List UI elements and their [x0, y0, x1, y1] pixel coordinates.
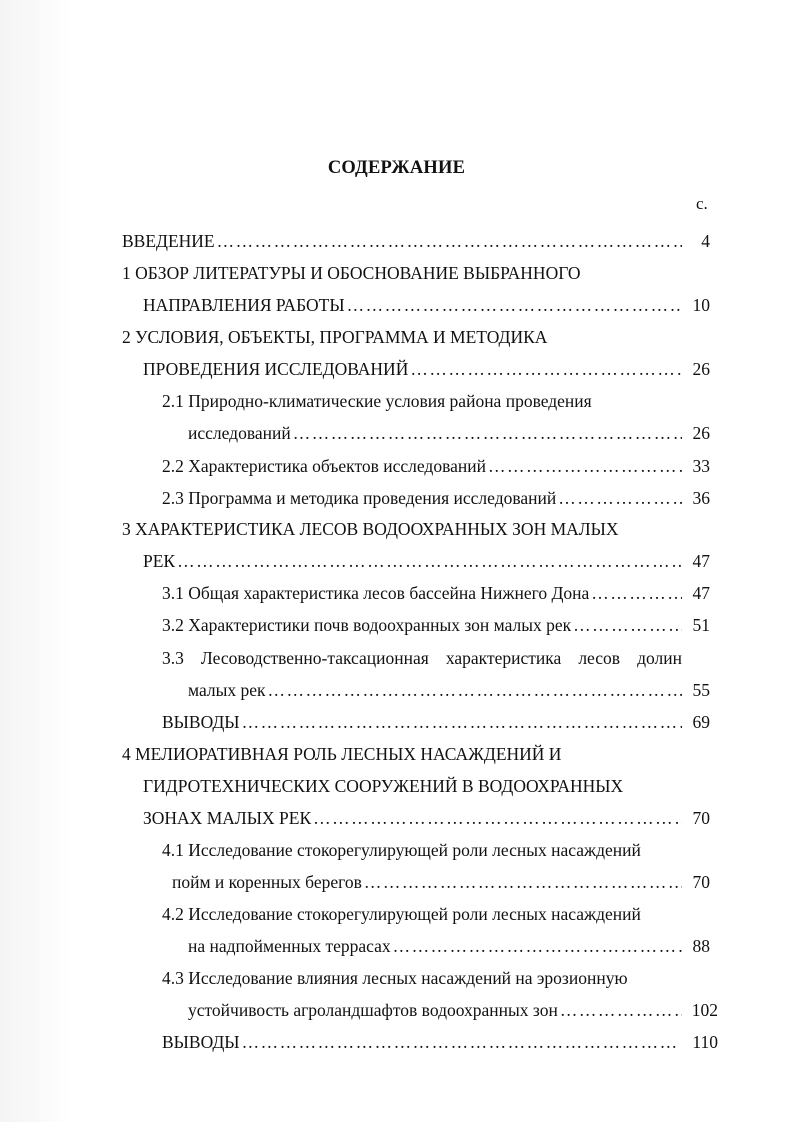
toc-chapter-2-heading[interactable]: [122, 318, 682, 346]
toc-conclusions-4[interactable]: [162, 1023, 678, 1051]
toc-chapter-2[interactable]: [143, 350, 682, 378]
toc-chapter-4[interactable]: [143, 799, 682, 827]
toc-chapter-3[interactable]: [143, 542, 682, 570]
toc-entry-text: 4.3 Исследование влияния лесных насаждений на эрозионную: [162, 967, 628, 988]
toc-leader-dots: [347, 297, 682, 315]
toc-entry-text: 4.1 Исследование стокорегулирующей роли лесных насаждений: [162, 839, 641, 860]
toc-page-number: 70: [692, 807, 710, 828]
toc-page-number: 4: [701, 230, 710, 251]
toc-conclusions-3[interactable]: [162, 703, 682, 731]
toc-leader-dots: [364, 874, 682, 892]
toc-section-4-1-heading[interactable]: [162, 831, 682, 859]
toc-entry-text: ВЫВОДЫ: [162, 1031, 240, 1052]
toc-page-number: 47: [692, 550, 710, 571]
toc-chapter-3-heading[interactable]: [122, 510, 682, 538]
toc-entry-text: 4 МЕЛИОРАТИВНАЯ РОЛЬ ЛЕСНЫХ НАСАЖДЕНИЙ И: [122, 743, 562, 764]
toc-entry-text: исследований: [188, 422, 291, 443]
toc-page-number: 69: [692, 711, 710, 732]
toc-entry-text: ПРОВЕДЕНИЯ ИССЛЕДОВАНИЙ: [143, 358, 409, 379]
toc-page-number: 55: [692, 679, 710, 700]
toc-entry-text: ВВЕДЕНИЕ: [122, 230, 215, 251]
toc-entry-text: 1 ОБЗОР ЛИТЕРАТУРЫ И ОБОСНОВАНИЕ ВЫБРАННОГО: [122, 262, 581, 283]
toc-page-number: 36: [692, 487, 710, 508]
toc-chapter-1[interactable]: [143, 286, 682, 314]
toc-page-number: 10: [692, 294, 710, 315]
toc-page-number: 26: [692, 422, 710, 443]
toc-page-number: 88: [692, 935, 710, 956]
toc-section-4-2-heading[interactable]: [162, 895, 682, 923]
toc-entry-text: 3.3 Лесоводственно-таксационная характеристика лесов долин: [162, 647, 682, 668]
toc-page-number: 26: [692, 358, 710, 379]
toc-entry-text: 2.3 Программа и методика проведения исследований: [162, 487, 557, 508]
toc-page-number: 51: [692, 614, 710, 635]
toc-chapter-4-heading[interactable]: [122, 735, 682, 763]
toc-section-3-1[interactable]: [162, 574, 682, 602]
toc-leader-dots: [293, 425, 682, 443]
toc-section-3-3[interactable]: [188, 671, 682, 699]
toc-section-2-2[interactable]: [162, 447, 682, 475]
toc-entry-text: 4.2 Исследование стокорегулирующей роли лесных насаждений: [162, 903, 641, 924]
toc-leader-dots: [313, 810, 682, 828]
toc-leader-dots: [268, 682, 682, 700]
toc-entry-text: 3 ХАРАКТЕРИСТИКА ЛЕСОВ ВОДООХРАННЫХ ЗОН МАЛЫХ: [122, 518, 619, 539]
toc-leader-dots: [242, 1034, 678, 1052]
toc-entry-text: 2.2 Характеристика объектов исследований: [162, 455, 486, 476]
toc-entry-text: на надпойменных террасах: [188, 935, 391, 956]
toc-entry-text: ГИДРОТЕХНИЧЕСКИХ СООРУЖЕНИЙ В ВОДООХРАННЫХ: [143, 775, 624, 796]
toc-leader-dots: [242, 714, 682, 732]
toc-section-2-3[interactable]: [162, 479, 682, 507]
toc-entry-text: 3.2 Характеристики почв водоохранных зон малых рек: [162, 614, 572, 635]
toc-page-number: 33: [692, 455, 710, 476]
toc-leader-dots: [393, 938, 682, 956]
toc-entry-text: ВЫВОДЫ: [162, 711, 240, 732]
toc-section-2-1[interactable]: [188, 414, 682, 442]
toc-leader-dots: [217, 233, 682, 251]
toc-page-number: 102: [691, 999, 718, 1020]
toc-section-2-1-heading[interactable]: [162, 382, 682, 410]
toc-section-4-3[interactable]: [188, 991, 682, 1019]
toc-entry-text: НАПРАВЛЕНИЯ РАБОТЫ: [143, 294, 345, 315]
toc-section-3-3-heading[interactable]: [162, 639, 682, 667]
toc-entry-text: устойчивость агроландшафтов водоохранных зон: [188, 999, 558, 1020]
toc-entry-introduction[interactable]: [122, 222, 682, 250]
toc-leader-dots: [410, 361, 682, 379]
toc-page-number: 47: [692, 582, 710, 603]
toc-entry-text: 3.1 Общая характеристика лесов бассейна Нижнего Дона: [162, 582, 590, 603]
page-column-label: с.: [696, 194, 708, 213]
toc-section-4-3-heading[interactable]: [162, 959, 682, 987]
toc-section-3-2[interactable]: [162, 606, 682, 634]
toc-page-number: 110: [692, 1031, 718, 1052]
toc-section-4-1[interactable]: [172, 863, 682, 891]
toc-page-number: 70: [692, 871, 710, 892]
toc-leader-dots: [177, 553, 682, 571]
toc-section-4-2[interactable]: [188, 927, 682, 955]
toc-chapter-4-heading-2[interactable]: [143, 767, 682, 795]
toc-entry-text: ЗОНАХ МАЛЫХ РЕК: [143, 807, 312, 828]
toc-entry-text: РЕК: [143, 550, 176, 571]
toc-entry-text: малых рек: [188, 679, 266, 700]
toc-entry-text: 2.1 Природно-климатические условия района проведения: [162, 390, 592, 411]
toc-chapter-1-heading[interactable]: [122, 254, 682, 282]
toc-entry-text: 2 УСЛОВИЯ, ОБЪЕКТЫ, ПРОГРАММА И МЕТОДИКА: [122, 326, 548, 347]
toc-entry-text: пойм и коренных берегов: [172, 871, 362, 892]
page-title: СОДЕРЖАНИЕ: [327, 158, 466, 178]
